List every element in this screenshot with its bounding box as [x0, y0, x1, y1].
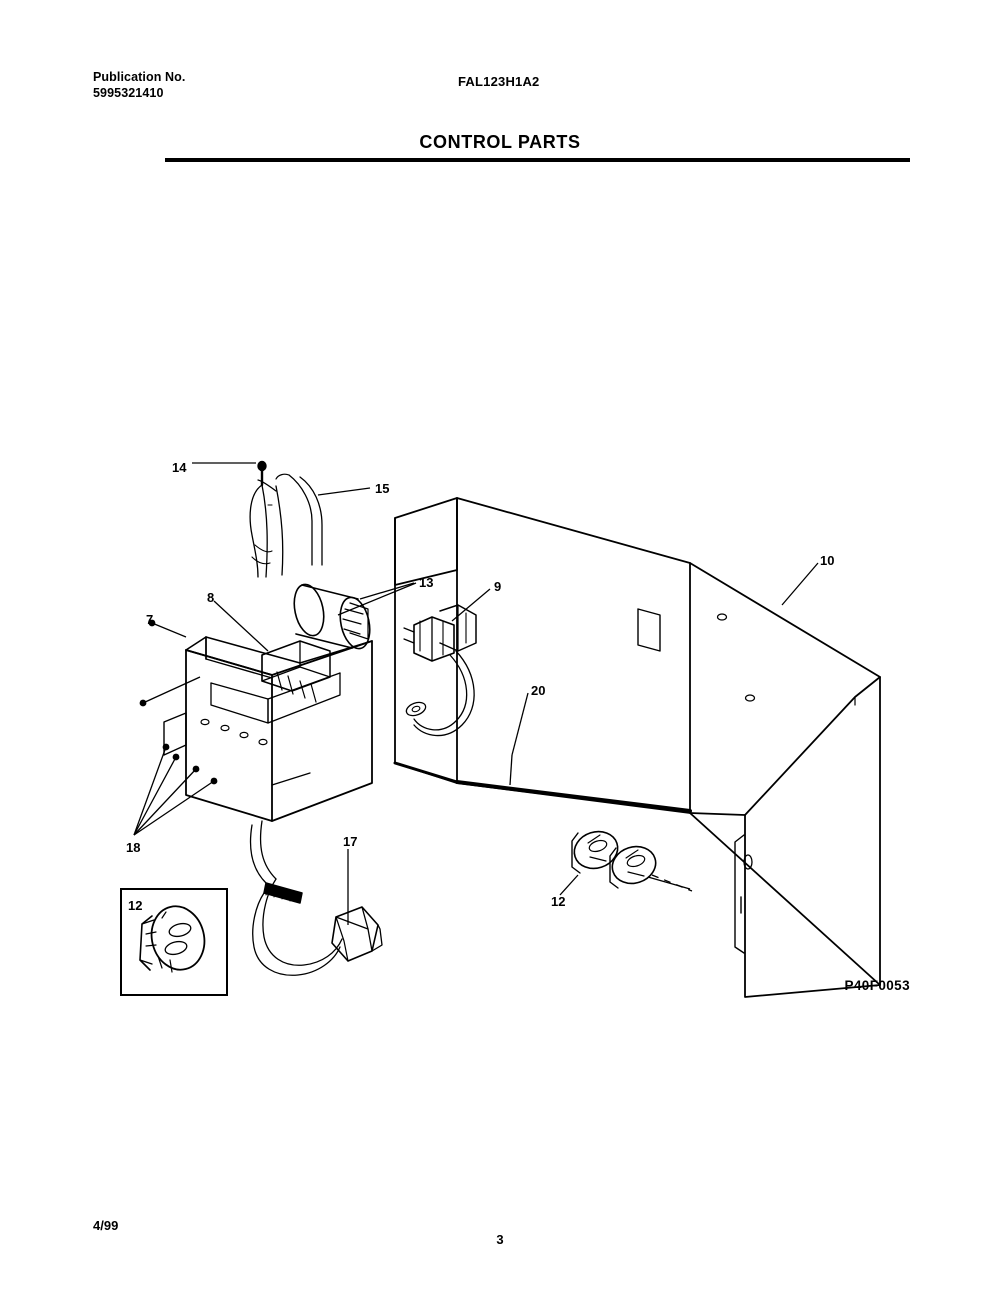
- figure-code: P40F0053: [844, 978, 910, 993]
- callout-15: 15: [375, 481, 390, 496]
- callout-20: 20: [531, 683, 546, 698]
- page-title: CONTROL PARTS: [419, 132, 581, 152]
- publication-label: Publication No.: [93, 70, 186, 84]
- wire-harness: [250, 462, 322, 578]
- footer-date: 4/99: [93, 1218, 119, 1233]
- selector-switch: [404, 605, 476, 736]
- callout-9: 9: [494, 579, 502, 594]
- capacitor: [290, 582, 374, 652]
- control-knobs: [570, 826, 661, 889]
- model-number: FAL123H1A2: [458, 74, 540, 89]
- publication-number-block: [93, 70, 185, 101]
- inset-callout-12: 12: [128, 898, 143, 913]
- knob-reference-line: [652, 875, 692, 891]
- leader-lines: [134, 463, 818, 925]
- callout-7: 7: [146, 612, 154, 627]
- callout-13: 13: [419, 575, 434, 590]
- callout-12: 12: [551, 894, 566, 909]
- callout-14: 14: [172, 460, 187, 475]
- callout-8: 8: [207, 590, 215, 605]
- cabinet-shell: [395, 498, 880, 997]
- callout-17: 17: [343, 834, 358, 849]
- power-cord: [251, 821, 382, 975]
- title-divider: [165, 158, 910, 162]
- callout-10: 10: [820, 553, 835, 568]
- footer-page-number: 3: [496, 1232, 504, 1247]
- callout-18: 18: [126, 840, 141, 855]
- publication-number: 5995321410: [93, 85, 164, 100]
